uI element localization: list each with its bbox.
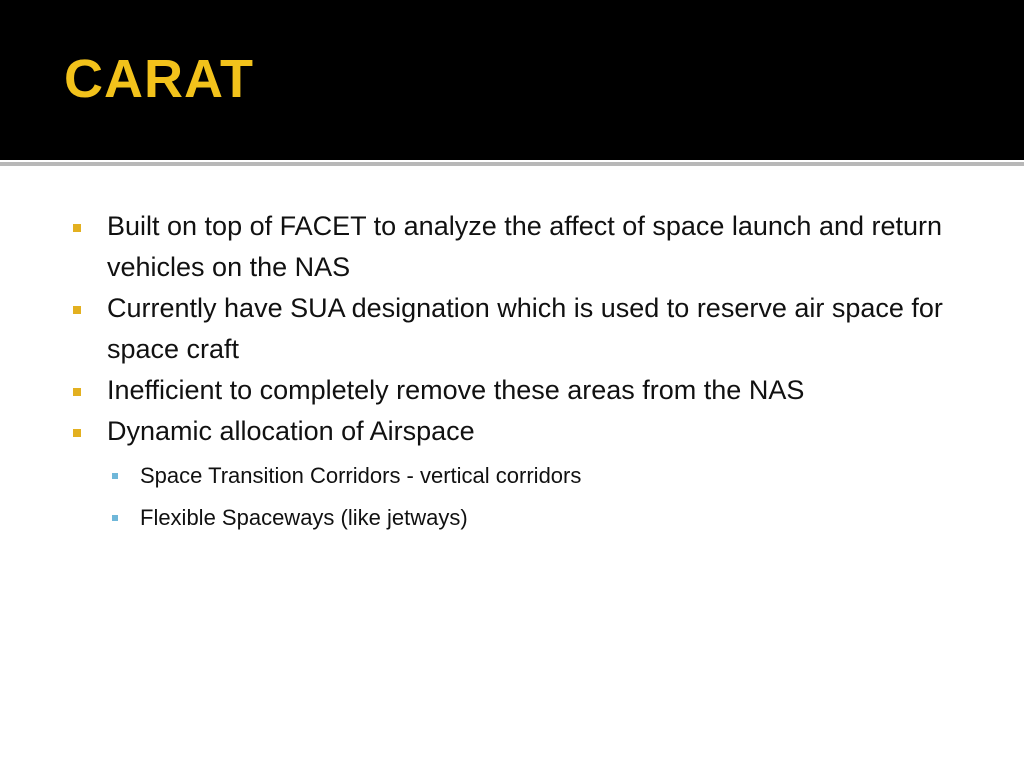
sub-bullet-item — [0, 461, 1024, 491]
bullet-item — [0, 206, 1024, 288]
square-bullet-icon — [73, 224, 81, 232]
bullet-text: Built on top of FACET to analyze the affect of space launch and return vehicles on the NAS — [107, 211, 943, 282]
sub-bullet-text: Flexible Spaceways (like jetways) — [140, 505, 468, 530]
square-bullet-icon — [73, 388, 81, 396]
title-bar — [0, 0, 1024, 160]
slide-title: CARAT — [64, 49, 254, 109]
bullet-item — [0, 370, 1024, 411]
square-sub-bullet-icon — [112, 515, 118, 521]
sub-bullet-item — [0, 503, 1024, 533]
square-sub-bullet-icon — [112, 473, 118, 479]
title-divider — [0, 162, 1024, 166]
bullet-text: Inefficient to completely remove these areas from the NAS — [107, 375, 805, 405]
slide-body — [0, 206, 1024, 533]
bullet-text: Currently have SUA designation which is used to reserve air space for space craft — [107, 293, 943, 364]
square-bullet-icon — [73, 306, 81, 314]
bullet-item — [0, 411, 1024, 452]
bullet-item — [0, 288, 1024, 370]
square-bullet-icon — [73, 429, 81, 437]
bullet-text: Dynamic allocation of Airspace — [107, 416, 475, 446]
sub-bullet-text: Space Transition Corridors - vertical corridors — [140, 463, 582, 488]
